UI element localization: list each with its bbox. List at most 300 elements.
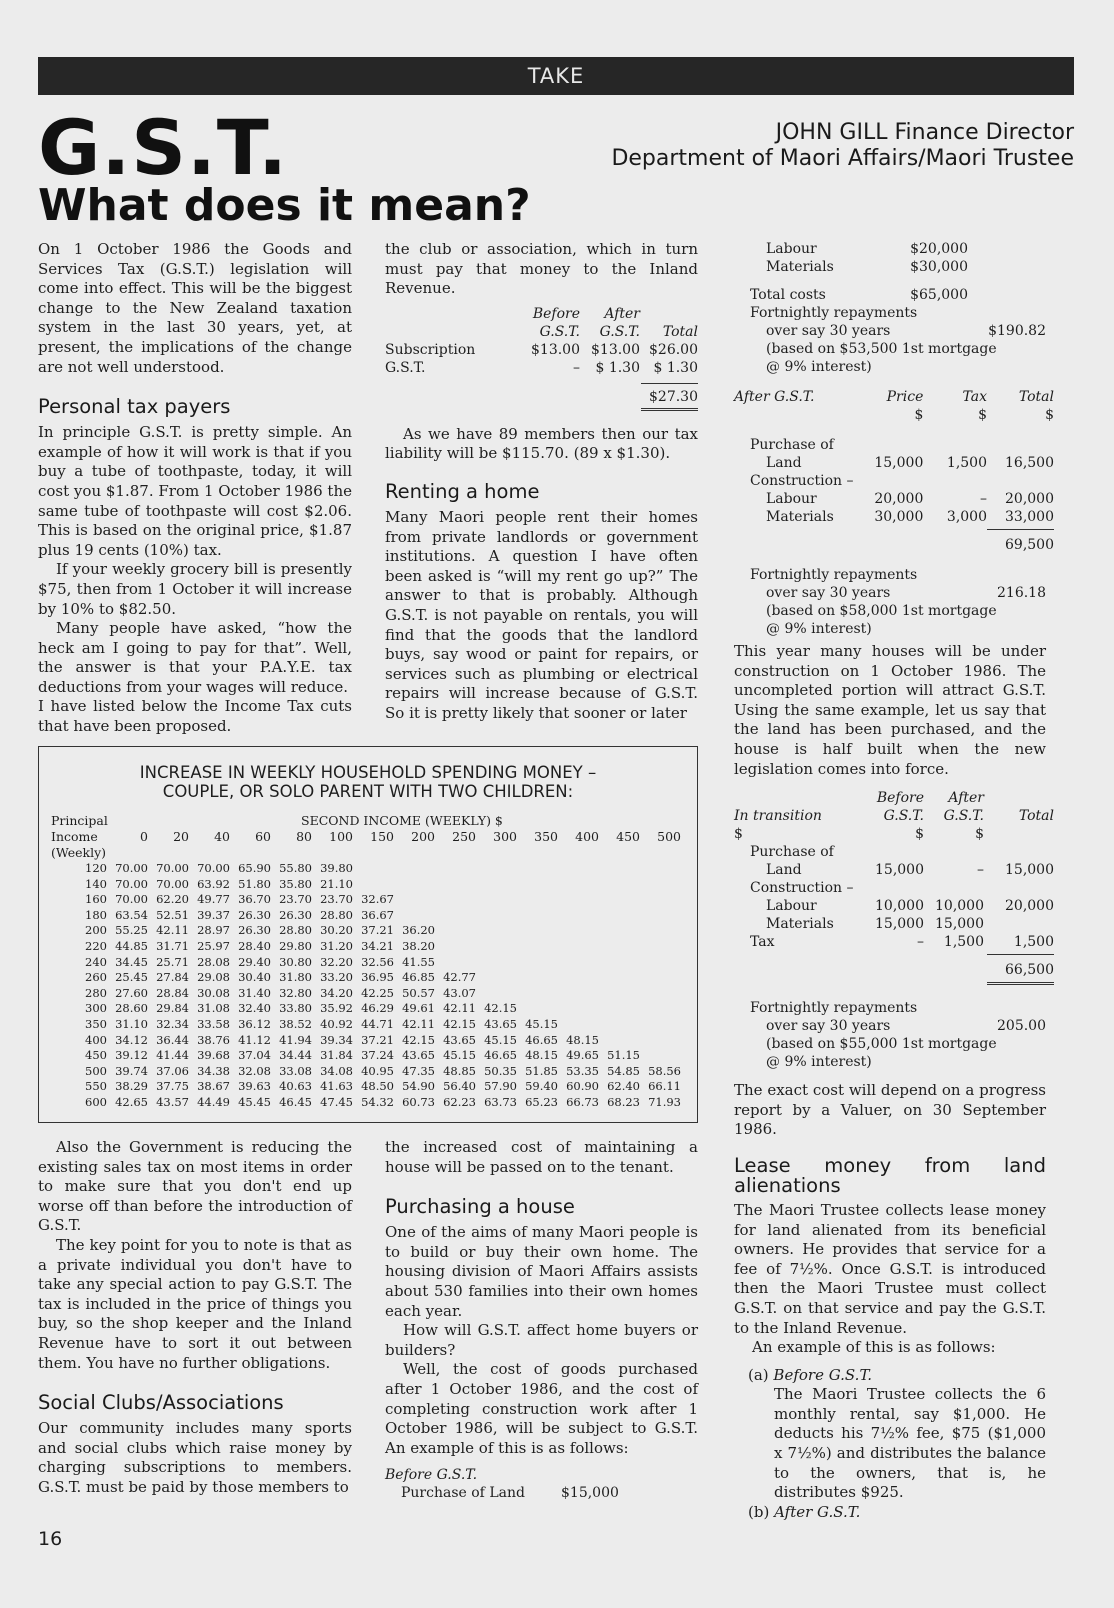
row-label: over say 30 years xyxy=(766,585,891,601)
cell: – xyxy=(980,491,987,507)
row-label: Labour xyxy=(766,491,817,507)
table-row xyxy=(69,986,681,1002)
cell: 30.80 xyxy=(279,954,312,969)
cell xyxy=(599,970,640,986)
cell: 43.07 xyxy=(443,985,476,1000)
cell: 33,000 xyxy=(1005,509,1054,525)
cell: 42.11 xyxy=(402,1016,435,1031)
cell: 32.40 xyxy=(238,1001,271,1016)
row-label: Purchase of xyxy=(750,437,834,453)
cell: – xyxy=(917,934,924,951)
cell: 16,500 xyxy=(1005,455,1054,471)
cell xyxy=(640,955,681,971)
cell xyxy=(599,955,640,971)
cell: 63.73 xyxy=(484,1094,517,1109)
cell xyxy=(599,1001,640,1017)
cell: 1,500 xyxy=(943,934,984,951)
cell: 29.80 xyxy=(279,938,312,953)
cell: 70.00 xyxy=(156,861,189,875)
header-total: Total xyxy=(662,323,698,340)
paragraph: This year many houses will be under construction on 1 October 1986. The uncompleted portion will attract G.S.T. Using the same example, let us say that the land has been purchased, and the house is half built when the new legislation comes into force. xyxy=(734,642,1046,778)
cell: 41.12 xyxy=(238,1032,271,1047)
cell: 205.00 xyxy=(997,1018,1046,1035)
cell: 40.63 xyxy=(279,1079,312,1094)
cell: 37.24 xyxy=(361,1048,394,1063)
cell: 59.40 xyxy=(525,1079,558,1094)
table-heading: Before G.S.T. xyxy=(385,1467,478,1484)
row-label: G.S.T. xyxy=(385,359,426,376)
cell xyxy=(353,861,394,877)
cell: 20,000 xyxy=(1005,898,1054,915)
cell xyxy=(435,877,476,893)
cell: 30.20 xyxy=(320,923,353,938)
table-row xyxy=(69,939,681,955)
cell: 32.67 xyxy=(361,892,394,907)
unit: $ xyxy=(915,826,924,843)
cell xyxy=(517,892,558,908)
principal-label: Principal xyxy=(51,813,108,828)
cell: 68.23 xyxy=(607,1094,640,1109)
cell: 37.04 xyxy=(238,1048,271,1063)
cell: 44.85 xyxy=(115,938,148,953)
cell: 32.08 xyxy=(238,1063,271,1078)
cell: 31.84 xyxy=(320,1048,353,1063)
cell: 42.25 xyxy=(361,985,394,1000)
cell xyxy=(640,1017,681,1033)
column-header: 150 xyxy=(370,829,394,844)
cell: 70.00 xyxy=(115,892,148,907)
cell: 216.18 xyxy=(997,585,1046,601)
cell: 41.63 xyxy=(320,1079,353,1094)
row-label: Fortnightly repayments xyxy=(750,305,918,321)
cell: 33.08 xyxy=(279,1063,312,1078)
cell: 10,000 xyxy=(875,898,924,915)
table-heading: In transition xyxy=(734,808,822,825)
paragraph: How will G.S.T. affect home buyers or builders? xyxy=(385,1321,698,1359)
cell: 55.80 xyxy=(279,861,312,875)
cell xyxy=(558,939,599,955)
column-header: 40 xyxy=(214,829,230,844)
author-department: Department of Maori Affairs/Maori Trustee xyxy=(611,146,1074,171)
cell: 34.12 xyxy=(115,1032,148,1047)
cell xyxy=(394,877,435,893)
cell xyxy=(599,986,640,1002)
cell: $190.82 xyxy=(988,323,1046,339)
cell: – xyxy=(573,359,580,376)
cell: $26.00 xyxy=(649,341,698,358)
row-label: Construction – xyxy=(750,473,854,489)
cell: 62.20 xyxy=(156,892,189,907)
cell: 36.70 xyxy=(238,892,271,907)
cell: 32.56 xyxy=(361,954,394,969)
second-income-label: SECOND INCOME (WEEKLY) $ xyxy=(301,813,503,828)
cell: 29.08 xyxy=(197,970,230,985)
header-total: Total xyxy=(1018,808,1054,825)
cell xyxy=(558,986,599,1002)
cell: 28.84 xyxy=(156,985,189,1000)
cell xyxy=(394,861,435,877)
column-header: 80 xyxy=(296,829,312,844)
row-label: @ 9% interest) xyxy=(766,1054,872,1071)
paragraph: The Maori Trustee collects lease money for land alienated from its beneficial owners. He provides that service for a fee of 7½%. Once G.S.T. is introduced then the Maori Trustee must collect G.S.T. on that service and pay the G.S.T. to the Inland Revenue. xyxy=(734,1200,1046,1337)
cell: 45.15 xyxy=(525,1016,558,1031)
row-label: 260 xyxy=(85,970,107,985)
cell: 38.52 xyxy=(279,1016,312,1031)
cell: 29.40 xyxy=(238,954,271,969)
cell: 46.45 xyxy=(279,1094,312,1109)
cell xyxy=(353,877,394,893)
cell: 47.35 xyxy=(402,1063,435,1078)
cell: 28.40 xyxy=(238,938,271,953)
cell: 25.45 xyxy=(115,970,148,985)
column-1-upper xyxy=(38,240,352,737)
cell: 49.65 xyxy=(566,1048,599,1063)
cell: $30,000 xyxy=(910,259,968,275)
row-label: Materials xyxy=(766,259,834,275)
cell: 51.85 xyxy=(525,1063,558,1078)
cell: 32.20 xyxy=(320,954,353,969)
table-row xyxy=(69,1033,681,1049)
paragraph: If your weekly grocery bill is presently $75, then from 1 October it will increase by 10% to $82.50. xyxy=(38,560,352,618)
cell: 57.90 xyxy=(484,1079,517,1094)
cell xyxy=(599,892,640,908)
section-banner: TAKE xyxy=(38,57,1074,95)
cell: 54.32 xyxy=(361,1094,394,1109)
cell: 60.73 xyxy=(402,1094,435,1109)
cell: 31.80 xyxy=(279,970,312,985)
header-price: Price xyxy=(886,389,924,405)
row-label: 120 xyxy=(85,861,107,875)
before-gst-costs xyxy=(734,240,1046,376)
row-label: (based on $53,500 1st mortgage xyxy=(766,341,997,357)
cell: 33.80 xyxy=(279,1001,312,1016)
cell xyxy=(517,970,558,986)
header-after: After xyxy=(948,790,984,807)
example-label: (a) xyxy=(748,1365,774,1384)
cell: $ 1.30 xyxy=(653,359,698,376)
cell xyxy=(640,908,681,924)
cell: 51.80 xyxy=(238,876,271,891)
cell xyxy=(640,1048,681,1064)
paragraph: An example of this is as follows: xyxy=(752,1338,996,1357)
paragraph: Many Maori people rent their homes from private landlords or government institutions. A question I have often been asked is “will my rent go up?” The answer to that is probably. Although G.S.T. is not payable on rentals, you will find that the goods that the landlord buys, say wood or paint for repairs, or services such as plumbing or electrical repairs will increase because of G.S.T. So it is pretty likely that sooner or later xyxy=(385,507,698,722)
unit: $ xyxy=(734,826,743,843)
cell: 41.94 xyxy=(279,1032,312,1047)
row-label: @ 9% interest) xyxy=(766,359,872,375)
cell: 55.25 xyxy=(115,923,148,938)
cell: 34.44 xyxy=(279,1048,312,1063)
paragraph: As we have 89 members then our tax liability will be $115.70. (89 x $1.30). xyxy=(385,424,698,463)
cell xyxy=(476,970,517,986)
cell: 34.20 xyxy=(320,985,353,1000)
intro-paragraph: On 1 October 1986 the Goods and Services Tax (G.S.T.) legislation will come into effect. This will be the biggest change to the New Zealand taxation system in the last 30 years, yet, at present, the implications of the change are not well understood. xyxy=(38,240,352,376)
cell: 66.11 xyxy=(648,1079,681,1094)
title-line: COUPLE, OR SOLO PARENT WITH TWO CHILDREN: xyxy=(162,782,574,801)
cell: 10,000 xyxy=(935,898,984,915)
cell xyxy=(558,1017,599,1033)
income-label: Income xyxy=(51,829,98,844)
row-label: 140 xyxy=(85,876,107,891)
cell: 40.95 xyxy=(361,1063,394,1078)
heading-social-clubs: Social Clubs/Associations xyxy=(38,1391,284,1415)
cell: 54.85 xyxy=(607,1063,640,1078)
cell xyxy=(558,877,599,893)
cell: 42.65 xyxy=(115,1094,148,1109)
weekly-label: (Weekly) xyxy=(51,845,107,860)
cell xyxy=(517,861,558,877)
column-header: 0 xyxy=(140,829,148,844)
row-label: over say 30 years xyxy=(766,1018,891,1035)
cell xyxy=(599,861,640,877)
cell: 48.15 xyxy=(566,1032,599,1047)
cell xyxy=(558,1001,599,1017)
header-gst: G.S.T. xyxy=(599,323,640,340)
corner-cell xyxy=(69,829,107,845)
cell: 44.71 xyxy=(361,1016,394,1031)
cell: 43.57 xyxy=(156,1094,189,1109)
cell: 43.65 xyxy=(443,1032,476,1047)
cell xyxy=(435,939,476,955)
cell: 35.92 xyxy=(320,1001,353,1016)
table-row xyxy=(69,861,681,877)
example-a-heading xyxy=(734,1366,1046,1386)
cell: 39.12 xyxy=(115,1048,148,1063)
row-label: @ 9% interest) xyxy=(766,621,872,637)
row-label: Total costs xyxy=(750,287,826,303)
cell xyxy=(640,1033,681,1049)
cell xyxy=(984,915,1054,933)
cell: 25.97 xyxy=(197,938,230,953)
cell: 43.65 xyxy=(402,1048,435,1063)
column-header: 60 xyxy=(255,829,271,844)
cell: 27.84 xyxy=(156,970,189,985)
cell: 38.76 xyxy=(197,1032,230,1047)
example-title: After G.S.T. xyxy=(774,1502,861,1521)
cell: $65,000 xyxy=(910,287,968,303)
cell: 28.80 xyxy=(279,923,312,938)
heading-renting: Renting a home xyxy=(385,479,540,503)
column-header: 400 xyxy=(575,829,599,844)
cell: 21.10 xyxy=(320,876,353,891)
spending-column-headers xyxy=(69,829,681,845)
spending-data-grid xyxy=(69,861,681,1111)
cell xyxy=(476,986,517,1002)
paragraph: The exact cost will depend on a progress report by a Valuer, on 30 September 1986. xyxy=(734,1081,1046,1139)
row-label: 300 xyxy=(85,1001,107,1016)
row-label: 200 xyxy=(85,923,107,938)
cell: 1,500 xyxy=(1013,934,1054,951)
paragraph: Well, the cost of goods purchased after 1 October 1986, and the cost of completing construction work after 1 October 1986, will be subject to G.S.T. An example of this is as follows: xyxy=(385,1360,698,1457)
cell: 62.23 xyxy=(443,1094,476,1109)
row-label: 550 xyxy=(85,1079,107,1094)
cell: 32.34 xyxy=(156,1016,189,1031)
cell: 35.80 xyxy=(279,876,312,891)
cell xyxy=(640,970,681,986)
example-b-heading xyxy=(734,1503,1046,1523)
cell: 56.40 xyxy=(443,1079,476,1094)
cell xyxy=(517,939,558,955)
row-label: 280 xyxy=(85,985,107,1000)
cell: $13.00 xyxy=(531,341,580,358)
row-label: (based on $58,000 1st mortgage xyxy=(766,603,997,619)
row-label: Fortnightly repayments xyxy=(750,1000,918,1017)
row-label: Materials xyxy=(766,509,834,525)
cell xyxy=(640,877,681,893)
header-before: Before xyxy=(876,790,924,807)
table-row xyxy=(69,970,681,986)
column-header: 100 xyxy=(329,829,353,844)
example-title: Before G.S.T. xyxy=(773,1365,873,1384)
example-a-text: The Maori Trustee collects the 6 monthly rental, say $1,000. He deducts his 7½% fee, $75 ($1,000 x 7½%) and distributes the balance to the owners, that is, he distributes $925. xyxy=(774,1385,1046,1502)
cell: 40.92 xyxy=(320,1016,353,1031)
row-label: Materials xyxy=(766,916,834,933)
cell: 46.85 xyxy=(402,970,435,985)
cell: 15,000 xyxy=(1005,862,1054,879)
cell: 33.58 xyxy=(197,1016,230,1031)
cell: 70.00 xyxy=(115,876,148,891)
cell xyxy=(558,955,599,971)
cell: 34.38 xyxy=(197,1063,230,1078)
cell: $ 1.30 xyxy=(595,359,640,376)
cell: 45.15 xyxy=(484,1032,517,1047)
table-row xyxy=(69,1079,681,1095)
cell xyxy=(517,923,558,939)
cell: 46.65 xyxy=(525,1032,558,1047)
cell: 39.68 xyxy=(197,1048,230,1063)
cell xyxy=(640,861,681,877)
cell: 37.06 xyxy=(156,1063,189,1078)
header-after: After xyxy=(604,305,640,322)
cell xyxy=(435,923,476,939)
row-label: 600 xyxy=(85,1094,107,1109)
cell: 28.60 xyxy=(115,1001,148,1016)
cell: 45.15 xyxy=(443,1048,476,1063)
cell: 51.15 xyxy=(607,1048,640,1063)
cell: – xyxy=(977,862,984,879)
cell: 26.30 xyxy=(238,907,271,922)
cell xyxy=(435,908,476,924)
row-label: 160 xyxy=(85,892,107,907)
cell: 28.08 xyxy=(197,954,230,969)
cell: 37.75 xyxy=(156,1079,189,1094)
cell: 23.70 xyxy=(320,892,353,907)
header-gst: G.S.T. xyxy=(539,323,580,340)
column-2-upper xyxy=(385,240,698,724)
row-label: 350 xyxy=(85,1016,107,1031)
table-row xyxy=(69,1064,681,1080)
cell: 28.97 xyxy=(197,923,230,938)
column-1-lower xyxy=(38,1138,352,1498)
column-header: 350 xyxy=(534,829,558,844)
row-label: Labour xyxy=(766,898,817,915)
cell xyxy=(599,923,640,939)
cell xyxy=(476,939,517,955)
column-header: 450 xyxy=(616,829,640,844)
cell: 15,000 xyxy=(875,862,924,879)
cell xyxy=(476,923,517,939)
header-gst: G.S.T. xyxy=(883,808,924,825)
row-label: 500 xyxy=(85,1063,107,1078)
column-header: 20 xyxy=(173,829,189,844)
in-transition-table xyxy=(734,789,1054,985)
paragraph: The key point for you to note is that as a private individual you don't have to take any special action to pay G.S.T. The tax is included in the price of things you buy, so the shop keeper and the Inland Revenue have to sort it out between them. You have no further obligations. xyxy=(38,1235,352,1372)
paragraph: Our community includes many sports and social clubs which raise money by charging subscriptions to members. G.S.T. must be paid by those members to xyxy=(38,1419,352,1496)
cell: 39.34 xyxy=(320,1032,353,1047)
cell: 63.54 xyxy=(115,907,148,922)
row-label: 450 xyxy=(85,1048,107,1063)
table-row xyxy=(69,877,681,893)
header-before: Before xyxy=(532,305,580,322)
row-label: Purchase of Land xyxy=(401,1485,525,1502)
paragraph: Also the Government is reducing the existing sales tax on most items in order to make sure that you don't end up worse off than before the introduction of G.S.T. xyxy=(38,1138,352,1235)
table-row xyxy=(69,1001,681,1017)
cell: 52.51 xyxy=(156,907,189,922)
cell xyxy=(394,908,435,924)
cell: 65.90 xyxy=(238,861,271,875)
header-tax: Tax xyxy=(962,389,987,405)
cell: 44.49 xyxy=(197,1094,230,1109)
cell xyxy=(640,986,681,1002)
cell xyxy=(640,892,681,908)
cell: 46.65 xyxy=(484,1048,517,1063)
cell: 39.63 xyxy=(238,1079,271,1094)
cell: 1,500 xyxy=(946,455,987,471)
cell: 53.35 xyxy=(566,1063,599,1078)
cell: 25.71 xyxy=(156,954,189,969)
cell xyxy=(394,892,435,908)
header-total: Total xyxy=(1018,389,1054,405)
cell: 60.90 xyxy=(566,1079,599,1094)
column-header: 300 xyxy=(493,829,517,844)
cell xyxy=(517,877,558,893)
cell xyxy=(435,861,476,877)
heading-lease-money: Lease money from land alienations xyxy=(734,1153,1046,1197)
cell: 43.65 xyxy=(484,1016,517,1031)
cell: 38.67 xyxy=(197,1079,230,1094)
cell: 31.08 xyxy=(197,1001,230,1016)
unit: $ xyxy=(914,407,924,423)
cell xyxy=(476,908,517,924)
cell: 38.20 xyxy=(402,938,435,953)
paragraph: the club or association, which in turn must pay that money to the Inland Revenue. xyxy=(385,240,698,298)
cell: 31.20 xyxy=(320,938,353,953)
cell: 3,000 xyxy=(946,509,987,525)
cell: 31.40 xyxy=(238,985,271,1000)
paragraph: One of the aims of many Maori people is to build or buy their own home. The housing division of Maori Affairs assists about 530 families into their own homes each year. xyxy=(385,1223,698,1320)
cell xyxy=(517,986,558,1002)
title-line: INCREASE IN WEEKLY HOUSEHOLD SPENDING MONEY – xyxy=(139,763,597,782)
row-label: Labour xyxy=(766,241,817,257)
cell: 26.30 xyxy=(238,923,271,938)
author-name: JOHN GILL Finance Director xyxy=(775,120,1074,145)
cell: 49.61 xyxy=(402,1001,435,1016)
cell xyxy=(476,955,517,971)
cell: 30,000 xyxy=(874,509,924,525)
cell: 41.55 xyxy=(402,954,435,969)
paragraph: the increased cost of maintaining a house will be passed on to the tenant. xyxy=(385,1138,698,1176)
cell: 31.71 xyxy=(156,938,189,953)
table-row xyxy=(69,955,681,971)
cell xyxy=(517,955,558,971)
column-header: 200 xyxy=(411,829,435,844)
cell: 42.15 xyxy=(443,1016,476,1031)
table-row xyxy=(69,1017,681,1033)
row-label: Purchase of xyxy=(750,844,834,861)
cell xyxy=(640,1001,681,1017)
cell: 15,000 xyxy=(875,916,924,933)
table-row xyxy=(69,892,681,908)
repayments-transition xyxy=(734,999,1046,1071)
